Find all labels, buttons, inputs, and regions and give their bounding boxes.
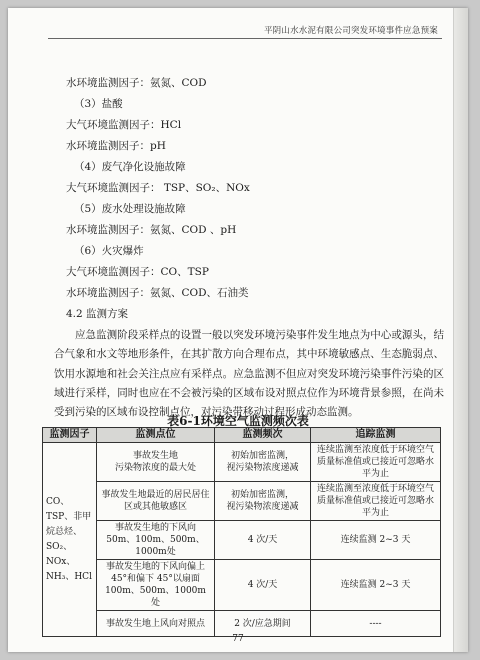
frequency-cell: 2 次/应急期间 — [215, 611, 311, 637]
frequency-cell: 初始加密监测， 视污染物浓度递减 — [215, 482, 311, 521]
text-line: 水环境监测因子：氨氮、COD — [66, 77, 207, 89]
tracking-cell: 连续监测至浓度低于环境空气质量标准值或已接近可忽略水平为止 — [311, 443, 441, 482]
header-rule — [48, 38, 442, 39]
text-line: 水环境监测因子：氨氮、COD 、pH — [66, 224, 237, 236]
table-row — [43, 611, 441, 637]
text-line: （3）盐酸 — [74, 98, 123, 110]
table-title: 表6-1环境空气监测频次表 — [167, 414, 309, 428]
tracking-cell: ---- — [311, 611, 441, 637]
page-number: 77 — [232, 634, 244, 644]
column-header: 监测因子 — [43, 428, 97, 443]
table-row — [43, 482, 441, 521]
column-header: 追踪监测 — [311, 428, 441, 443]
table-header-row — [43, 428, 441, 443]
binding-edge — [453, 8, 468, 652]
column-header: 监测频次 — [215, 428, 311, 443]
monitoring-frequency-table — [42, 427, 441, 637]
table-row — [43, 443, 441, 482]
frequency-cell: 初始加密监测， 视污染物浓度递减 — [215, 443, 311, 482]
point-cell: 事故发生地 污染物浓度的最大处 — [97, 443, 215, 482]
tracking-cell: 连续监测 2~3 天 — [311, 521, 441, 560]
monitoring-factors-cell: CO、TSP、非甲烷总烃、SO₂、NOx、NH₃、HCl — [43, 443, 97, 637]
frequency-cell: 4 次/天 — [215, 521, 311, 560]
section-heading: 4.2 监测方案 — [66, 308, 129, 320]
point-cell: 事故发生地的下风向 50m、100m、500m、1000m处 — [97, 521, 215, 560]
document-page — [8, 8, 468, 652]
tracking-cell: 连续监测至浓度低于环境空气质量标准值或已接近可忽略水平为止 — [311, 482, 441, 521]
page-header: 平阴山水水泥有限公司突发环境事件应急预案 — [263, 26, 438, 36]
point-cell: 事故发生地最近的居民居住区或其他敏感区 — [97, 482, 215, 521]
table-row — [43, 560, 441, 611]
text-line: （5）废水处理设施故障 — [74, 203, 186, 215]
body-paragraph: 应急监测阶段采样点的设置一般以突发环境污染事件发生地点为中心或源头，结合气象和水文等地形条件，在其扩散方向合理布点，其中环境敏感点、生态脆弱点、饮用水源地和社会关注点应有采样点。应急监测不但应对突发环境污染事件污染的区域进行采样，同时也应在不会被污染的区域布设对照点位作为环境背景参照，在尚未受到污染的区域布设控制点位，对污染带移动过程形成动态监测。 — [54, 329, 444, 419]
tracking-cell: 连续监测 2~3 天 — [311, 560, 441, 611]
text-line: 水环境监测因子：pH — [66, 140, 166, 152]
text-line: 水环境监测因子：氨氮、COD、石油类 — [66, 287, 249, 299]
text-line: 大气环境监测因子：HCl — [66, 119, 182, 131]
column-header: 监测点位 — [97, 428, 215, 443]
point-cell: 事故发生地上风向对照点 — [97, 611, 215, 637]
table-row — [43, 521, 441, 560]
text-line: （6）火灾爆炸 — [74, 245, 144, 257]
text-line: 大气环境监测因子：CO、TSP — [66, 266, 209, 278]
text-line: （4）废气净化设施故障 — [74, 161, 186, 173]
text-line: 大气环境监测因子： TSP、SO₂、NOx — [66, 182, 250, 194]
frequency-cell: 4 次/天 — [215, 560, 311, 611]
point-cell: 事故发生地的下风向偏上 45°和偏下 45°以扇面 100m、500m、1000m 处 — [97, 560, 215, 611]
